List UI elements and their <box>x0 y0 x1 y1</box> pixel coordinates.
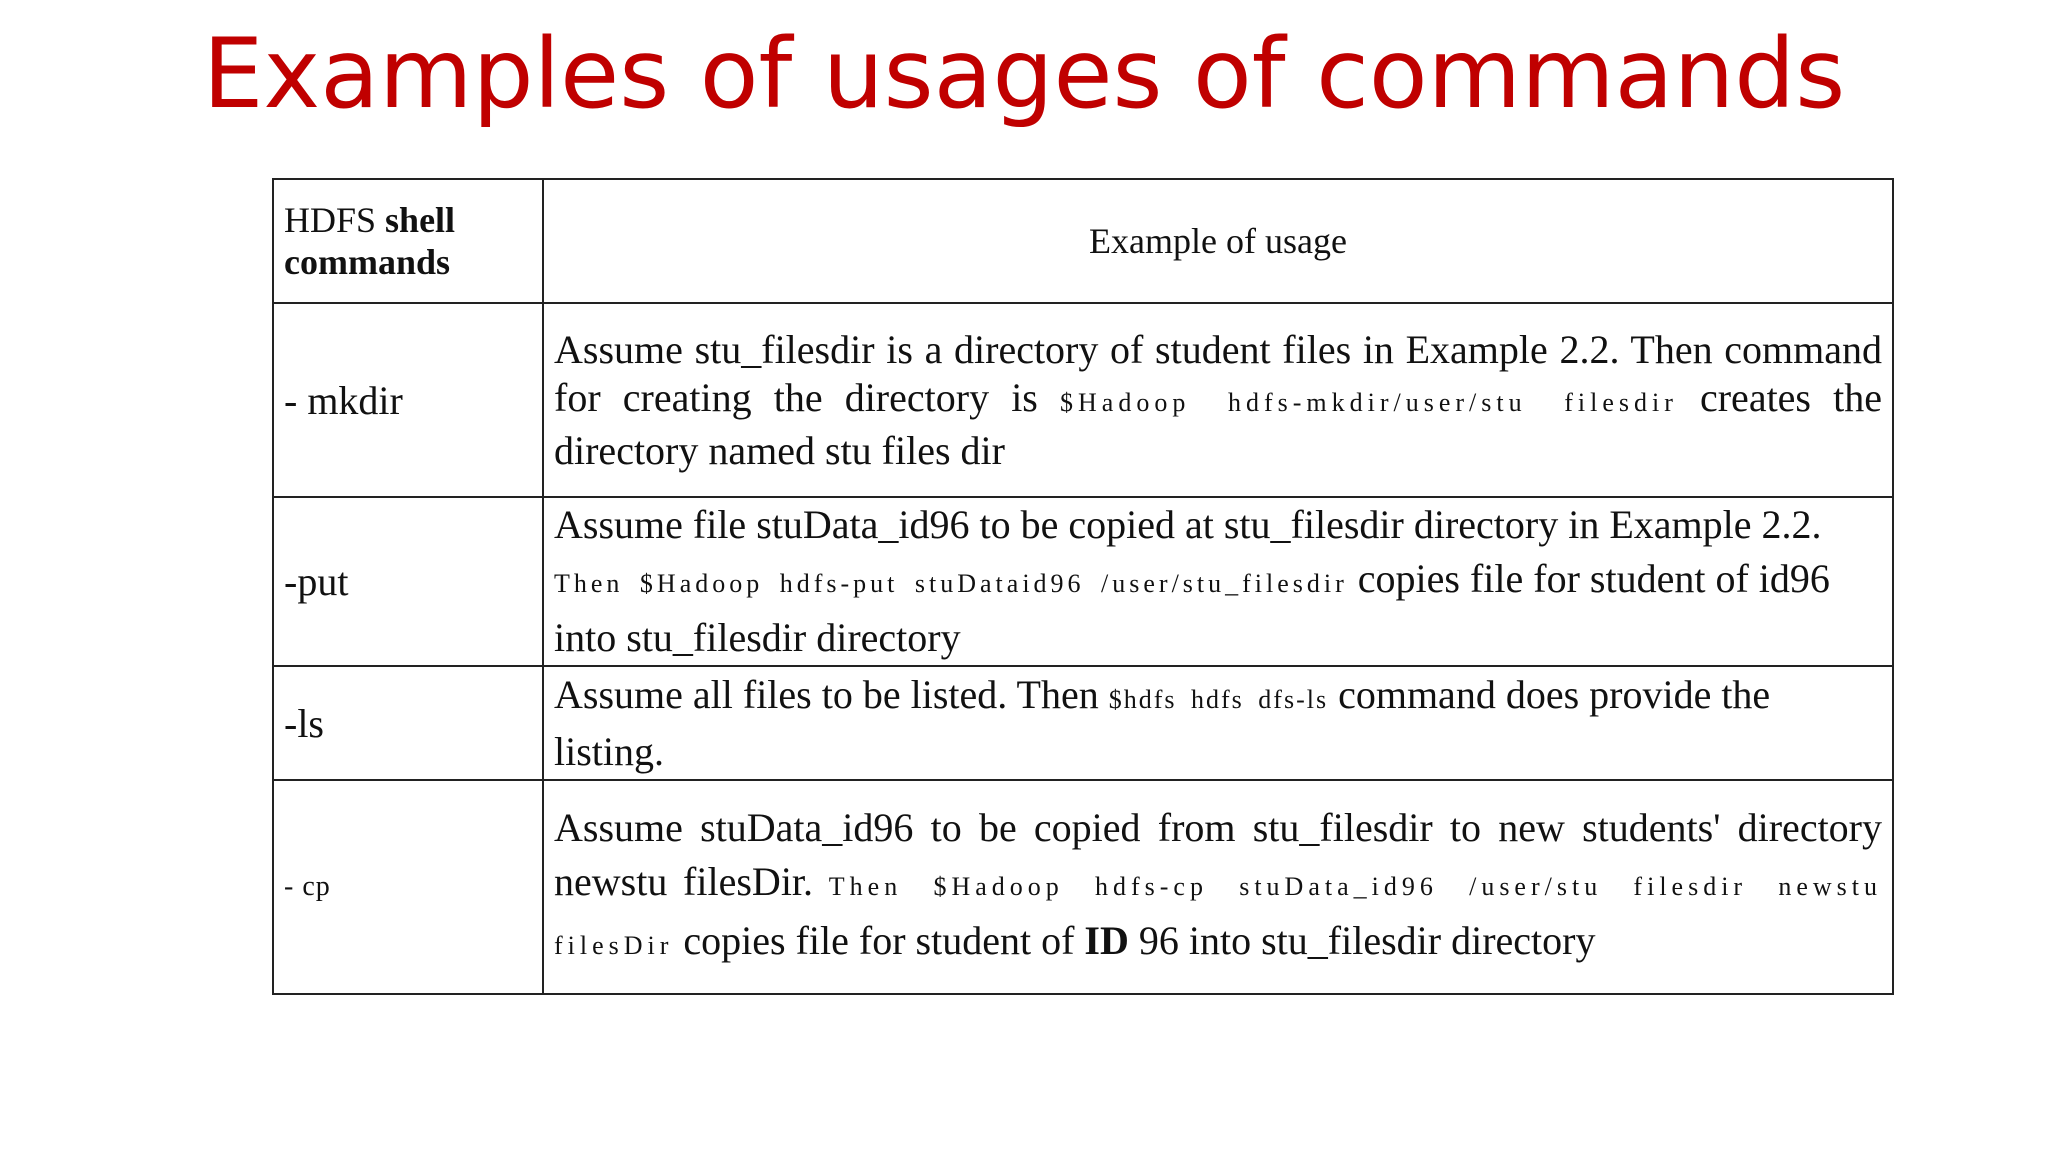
description-text: Assume file stuData_id96 to be copied at stu_filesdir directory in Example 2.2. <box>554 502 1822 547</box>
command-ls: -ls <box>273 666 543 780</box>
command-code: Then $Hadoop hdfs-cp stuData_id96 /user/stu filesdir newstu filesDir <box>554 872 1882 960</box>
command-mkdir: - mkdir <box>273 303 543 497</box>
command-code: Then $Hadoop hdfs-put stuDataid96 /user/stu_filesdir <box>554 569 1348 598</box>
description-ls <box>543 666 1893 780</box>
description-text: creates the directory named stu files dir <box>554 374 1882 473</box>
command-code: $hdfs hdfs dfs-ls <box>1108 684 1329 714</box>
description-text: Assume stu_filesdir is a directory of student files in Example 2.2. Then command for creating the directory is <box>554 326 1882 420</box>
header-commands-plain: HDFS <box>284 200 386 240</box>
commands-table <box>272 178 1894 995</box>
table-row <box>273 666 1893 780</box>
table-header-row <box>273 179 1893 303</box>
description-put <box>543 497 1893 666</box>
slide-title: Examples of usages of commands <box>202 18 1846 130</box>
description-cp <box>543 780 1893 994</box>
table-row <box>273 780 1893 994</box>
table-row <box>273 303 1893 497</box>
description-mkdir <box>543 303 1893 497</box>
header-commands-bold-1: shell <box>385 200 456 240</box>
command-cp: - cp <box>273 780 543 994</box>
description-text: copies file for student of id96 into stu_filesdir directory <box>554 556 1830 660</box>
header-commands-bold-2: commands <box>284 242 451 282</box>
header-commands <box>273 179 543 303</box>
command-put: -put <box>273 497 543 666</box>
table-row <box>273 497 1893 666</box>
description-text: copies file for student of <box>673 918 1085 963</box>
description-text: Assume all files to be listed. Then <box>554 671 1109 717</box>
description-text: 96 into stu_filesdir directory <box>1128 918 1596 963</box>
description-bold-id: ID <box>1084 918 1129 963</box>
header-example-of-usage: Example of usage <box>543 179 1893 303</box>
description-text: Assume stuData_id96 to be copied from stu_filesdir to new students' directory newstu filesDir. <box>554 805 1882 904</box>
description-text: command does provide the listing. <box>554 671 1771 774</box>
command-code: $Hadoop hdfs-mkdir/user/stu filesdir <box>1060 387 1678 417</box>
